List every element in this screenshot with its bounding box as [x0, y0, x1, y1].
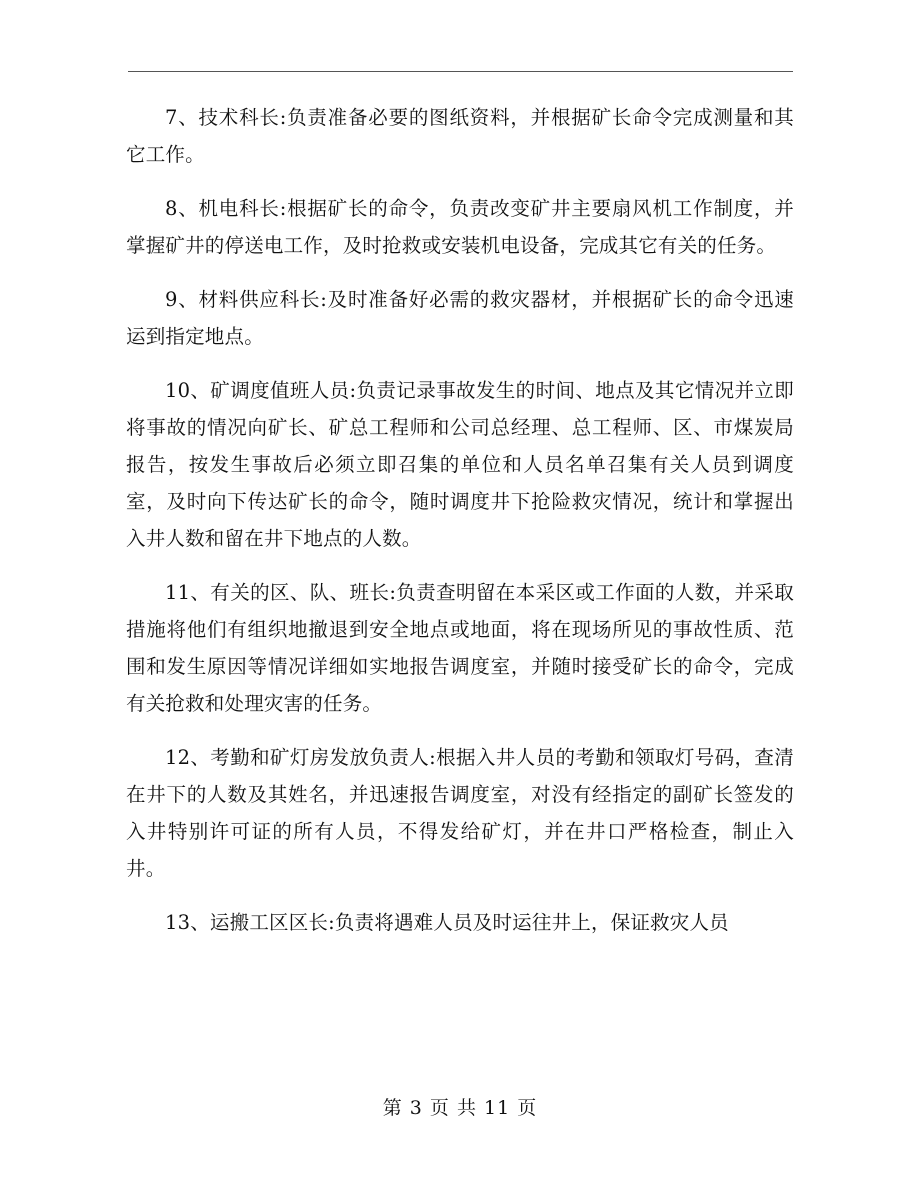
- paragraph-13: 13、运搬工区区长:负责将遇难人员及时运往井上，保证救灾人员: [165, 911, 729, 934]
- paragraph-9: 9、材料供应科长:及时准备好必需的救灾器材，并根据矿长的命令迅速运到指定地点。: [126, 288, 794, 348]
- paragraph-12: 12、考勤和矿灯房发放负责人:根据入井人员的考勤和领取灯号码，查清在井下的人数及其姓名，并迅速报告调度室，对没有经指定的副矿长签发的入井特别许可证的所有人员，不得发给矿灯，并在井口严格检查，制止入井。: [126, 746, 794, 880]
- header-rule: [128, 71, 793, 72]
- document-body: [126, 99, 794, 958]
- paragraph-8: 8、机电科长:根据矿长的命令，负责改变矿井主要扇风机工作制度，并掌握矿井的停送电工作，及时抢救或安装机电设备，完成其它有关的任务。: [126, 197, 794, 257]
- paragraph-11: 11、有关的区、队、班长:负责查明留在本采区或工作面的人数，并采取措施将他们有组织地撤退到安全地点或地面，将在现场所见的事故性质、范围和发生原因等情况详细如实地报告调度室，并随时接受矿长的命令，完成有关抢救和处理灾害的任务。: [126, 581, 794, 715]
- page-number-footer: 第 3 页 共 11 页: [382, 1097, 538, 1119]
- paragraph-10: 10、矿调度值班人员:负责记录事故发生的时间、地点及其它情况并立即将事故的情况向矿长、矿总工程师和公司总经理、总工程师、区、市煤炭局报告，按发生事故后必须立即召集的单位和人员名单召集有关人员到调度室，及时向下传达矿长的命令，随时调度井下抢险救灾情况，统计和掌握出入井人数和留在井下地点的人数。: [126, 379, 794, 550]
- paragraph-7: 7、技术科长:负责准备必要的图纸资料，并根据矿长命令完成测量和其它工作。: [126, 106, 794, 166]
